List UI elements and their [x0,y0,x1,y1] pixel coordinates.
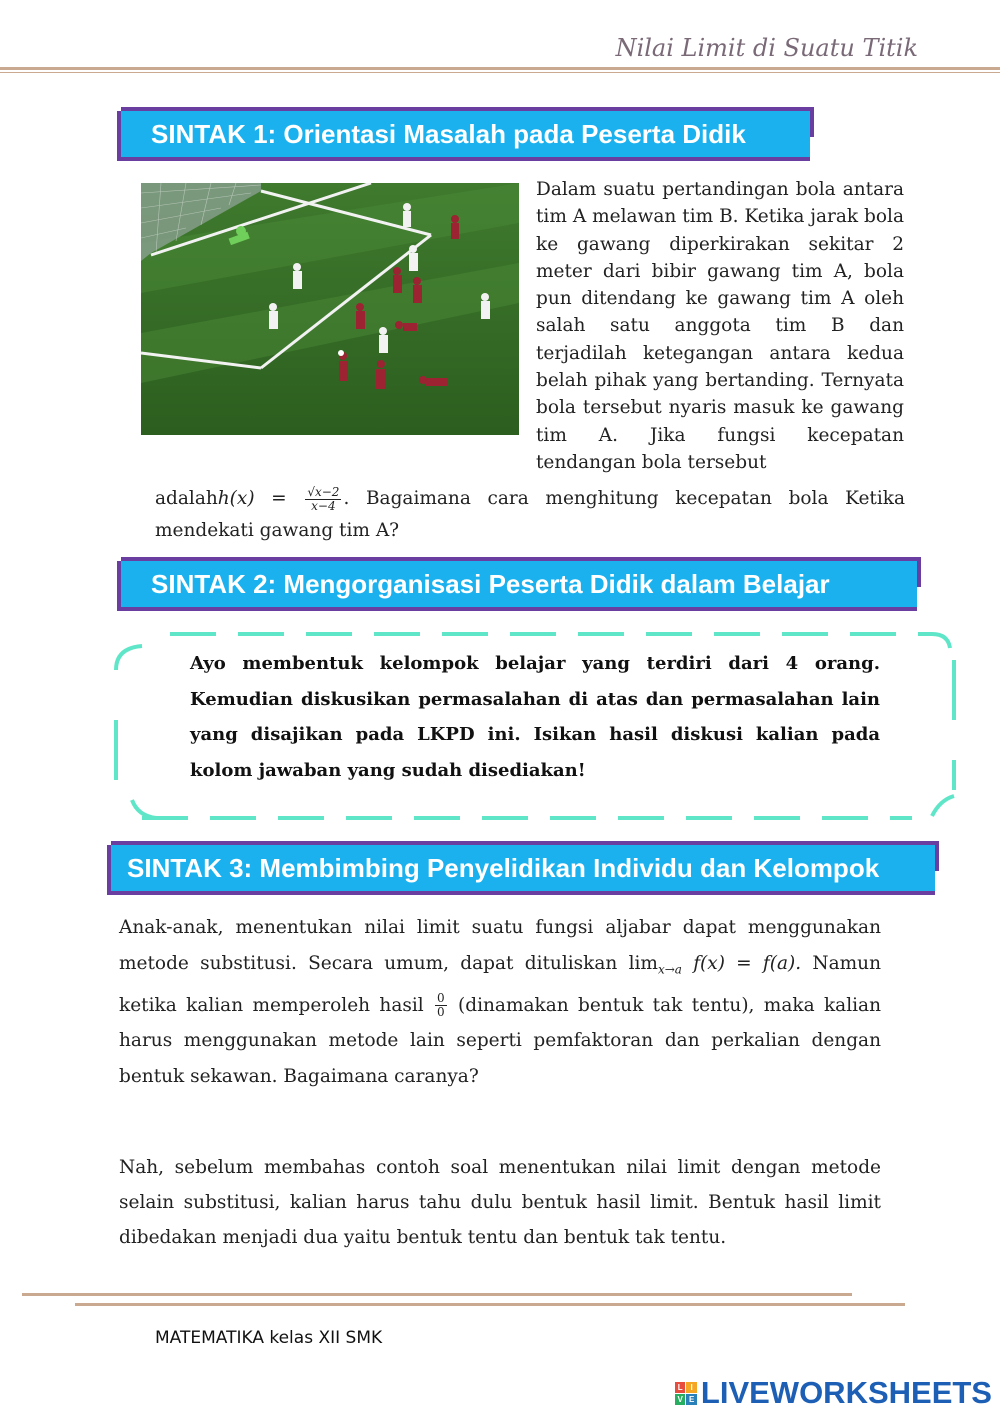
liveworksheets-name: LIVEWORKSHEETS [700,1375,992,1410]
function-fraction [305,486,341,513]
liveworksheets-logo-icon: L I V E [675,1382,697,1404]
discussion-instructions: Ayo membentuk kelompok belajar yang terdiri dari 4 orang. Kemudian diskusikan permasalahan di atas dan permasalahan lain yang disajikan pada LKPD ini. Isikan hasil diskusi kalian pada kolom jawaban yang sudah disediakan! [190,653,880,781]
footer-subject: MATEMATIKA kelas XII SMK [155,1328,383,1348]
sintak-2-heading [117,561,917,611]
zero-denominator: 0 [437,1005,445,1020]
sintak-3-heading [107,845,935,895]
sintak-1-paragraph: Dalam suatu pertandingan bola antara tim A melawan tim B. Ketika jarak bola ke gawang diperkirakan sekitar 2 meter dari bibir gawang tim A, bola pun ditendang ke gawang tim A oleh salah satu anggota tim B dan terjadilah ketegangan antara kedua belah pihak yang bertanding. Ternyata bola tersebut nyaris masuk ke gawang tim A. Jika fungsi kecepatan tendangan bola tersebut [536,179,904,473]
zero-over-zero-fraction [435,992,447,1019]
p1-part-a: Anak-anak, menentukan nilai limit suatu fungsi aljabar dapat menggunakan metode substitusi. Secara umum, dapat dituliskan [119,917,881,974]
p1-part-b: Namun ketika kalian memperoleh hasil [119,952,881,1016]
football-match-photo [141,183,519,435]
page-header-title: Nilai Limit di Suatu Titik [615,34,918,62]
p1-part-c: (dinamakan bentuk tak tentu), maka kalian harus menggunakan metode lain seperti pemfaktoran dan perkalian dengan bentuk sekawan. Bagaimana caranya? [119,994,881,1087]
footer-rule-2 [75,1303,905,1306]
fraction-numerator: √x−2 [307,484,340,499]
paragraph-rest: . Bagaimana cara menghitung kecepatan bola Ketika mendekati gawang tim A? [155,488,905,541]
sintak-3-paragraph-2: Nah, sebelum membahas contoh soal menentukan nilai limit dengan metode selain substitusi, kalian harus tahu dulu bentuk hasil limit. Bentuk hasil limit dibedakan menjadi dua yaitu bentuk tentu dan bentuk tak tentu. [119,1157,881,1248]
liveworksheets-brand [675,1375,992,1411]
limit-subscript: x→a [657,962,682,977]
header-rule [0,67,1000,70]
paragraph-lead: adalah [155,488,218,509]
sintak-1-heading [117,111,810,161]
sintak-1-paragraph-continued [155,483,905,547]
limit-notation: lim [628,952,658,974]
zero-numerator: 0 [437,991,445,1006]
function-lhs: h(x) = [217,488,287,509]
footer-rule [22,1293,852,1296]
limit-expression: f(x) = f(a). [681,952,802,974]
sintak-3-paragraph-1 [119,910,881,1094]
sintak-1-heading-text: SINTAK 1: Orientasi Masalah pada Peserta Didik [151,118,746,149]
sintak-3-heading-text: SINTAK 3: Membimbing Penyelidikan Individu dan Kelompok [127,852,880,883]
sintak-2-heading-text: SINTAK 2: Mengorganisasi Peserta Didik dalam Belajar [151,568,830,599]
header-rule-thin [0,72,1000,73]
fraction-denominator: x−4 [311,498,336,513]
